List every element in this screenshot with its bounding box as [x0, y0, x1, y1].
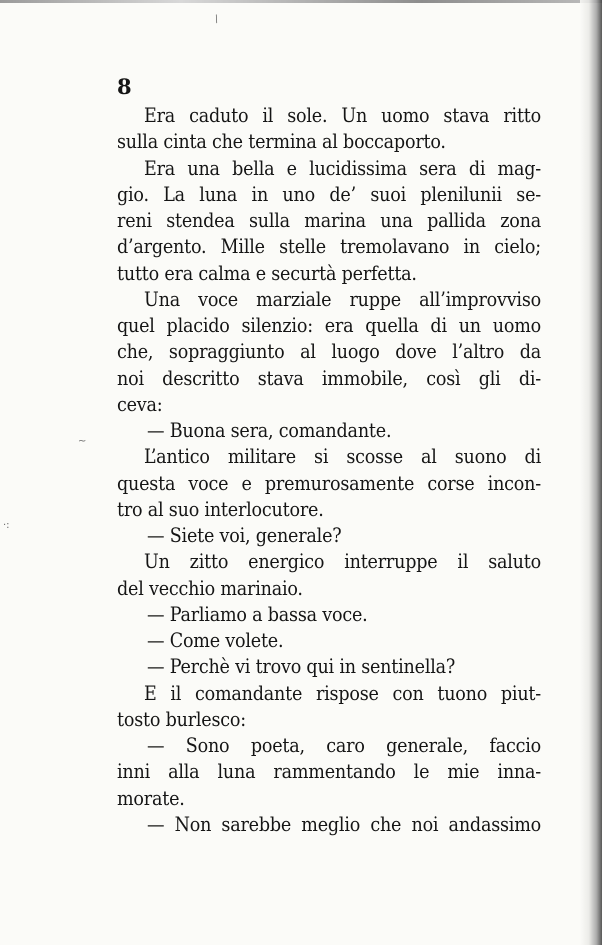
text-line: ceva: [117, 392, 163, 416]
dialogue-line: — Siete voi, generale? [147, 524, 342, 547]
dialogue-line: — Come volete. [147, 629, 284, 652]
text-line: quel placido silenzio: era quella di un uomo [117, 314, 541, 337]
text-line: Era caduto il sole. Un uomo stava ritto [144, 104, 541, 127]
text-line: del vecchio marinaio. [117, 576, 303, 600]
dialogue-line: — Parliamo a bassa voce. [147, 602, 368, 626]
text-line: tosto burlesco: [117, 707, 246, 731]
text-line: d’argento. Mille stelle tremolavano in cielo; [117, 235, 541, 259]
text-line: E il comandante rispose con tuono piut- [144, 681, 541, 705]
text-line: Una voce marziale ruppe all’improvviso [144, 287, 541, 311]
page-top-edge [0, 0, 602, 3]
scan-speck: / [213, 13, 221, 26]
page-gutter-shadow [580, 0, 602, 945]
text-line: sulla cinta che termina al boccaporto. [117, 130, 446, 154]
text-line: gio. La luna in uno de’ suoi plenilunii se- [117, 182, 541, 206]
ink-speck: ~ [78, 436, 87, 447]
margin-speck: ·: [3, 520, 10, 531]
text-line: morate. [117, 786, 185, 810]
text-line: che, sopraggiunto al luogo dove l’altro da [117, 340, 541, 364]
dialogue-line: — Buona sera, comandante. [147, 419, 392, 442]
body-text [117, 103, 541, 838]
text-line: tro al suo interlocutore. [117, 497, 324, 521]
text-line: Un zitto energico interruppe il saluto [144, 550, 541, 574]
dialogue-line: — Non sarebbe meglio che noi andassimo [147, 812, 541, 836]
text-line: Era una bella e lucidissima sera di mag- [144, 156, 541, 180]
text-line: L’antico militare si scosse al suono di [144, 445, 541, 469]
page-number: 8 [117, 74, 132, 99]
text-line: inni alla luna rammentando le mie inna- [117, 760, 541, 784]
text-line: tutto era calma e securtà perfetta. [117, 261, 417, 285]
dialogue-line: — Sono poeta, caro generale, faccio [147, 734, 541, 757]
text-line: reni stendea sulla marina una pallida zona [117, 209, 541, 232]
text-line: noi descritto stava immobile, così gli di- [117, 366, 541, 390]
dialogue-line: — Perchè vi trovo qui in sentinella? [147, 655, 456, 679]
text-line: questa voce e premurosamente corse incon- [117, 471, 541, 495]
